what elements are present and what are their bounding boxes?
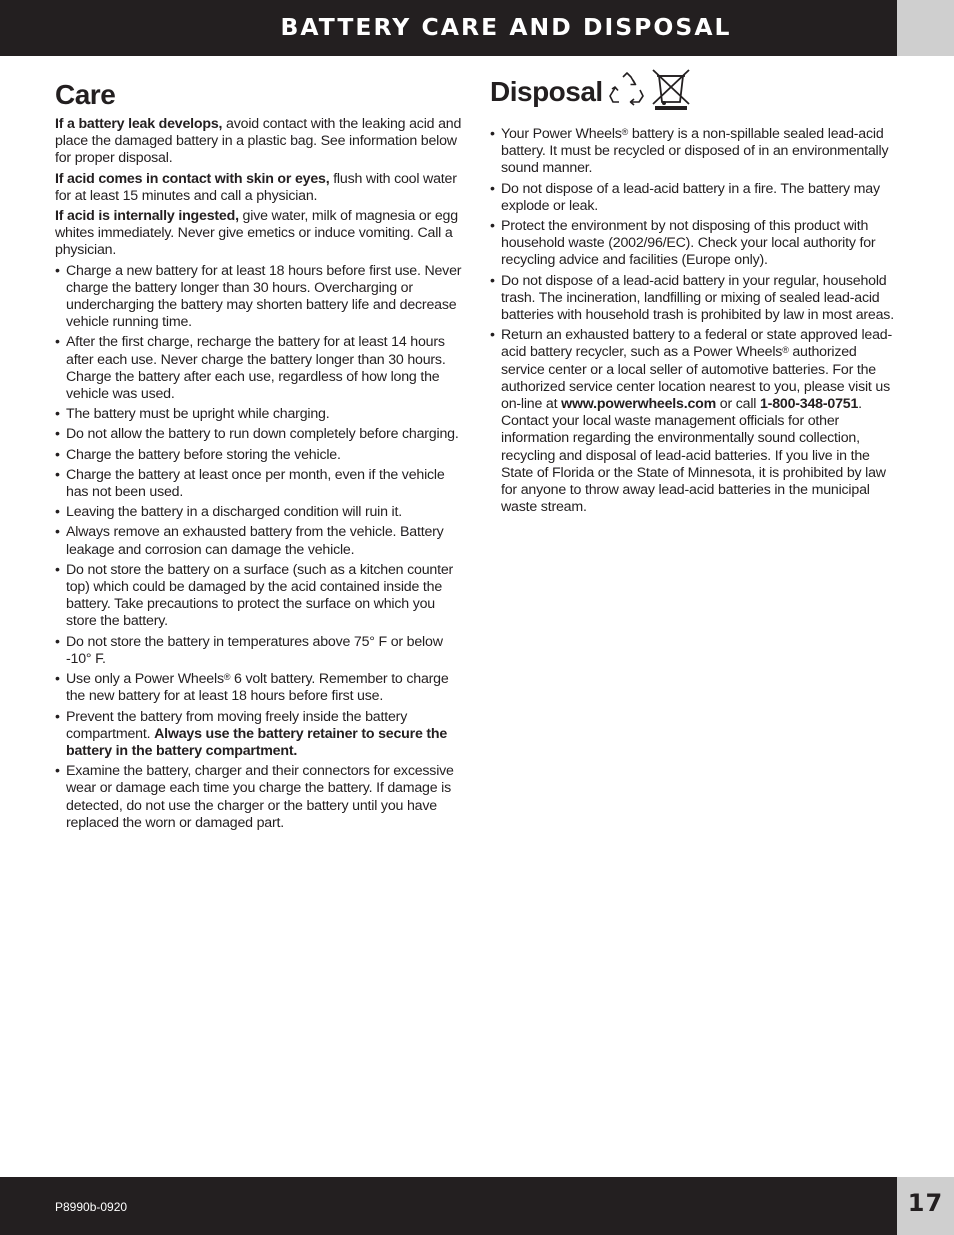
- care-title: Care: [55, 79, 116, 110]
- care-leak-bold: If a battery leak develops,: [55, 116, 223, 132]
- bullet-bold-text: Always use the battery retainer to secure the battery in the battery compartment.: [66, 725, 448, 759]
- bullet-text: Your Power Wheels: [501, 126, 622, 142]
- care-ingest-text: give water, milk of magnesia or egg whites immediately. Never give emetics or induce vomiting. Call a physician.: [55, 208, 458, 259]
- care-leak-text: avoid contact with the leaking acid and place the damaged battery in a plastic bag. See information below for proper disposal.: [55, 116, 462, 167]
- list-item: • Charge the battery before storing the vehicle.: [55, 447, 465, 464]
- bullet-text: Use only a Power Wheels: [66, 671, 224, 688]
- product-code: P8990b-0920: [55, 1200, 128, 1214]
- list-item: [55, 671, 465, 705]
- header-tab: [897, 0, 954, 56]
- crossed-bin-icon: [651, 68, 691, 115]
- care-skin-text: flush with cool water for at least 15 minutes and call a physician.: [55, 170, 457, 204]
- care-skin-para: [55, 171, 465, 205]
- bullet-text: 6 volt battery. Remember to charge the new battery for at least 18 hours before first use.: [66, 671, 449, 705]
- list-item: • Examine the battery, charger and their connectors for excessive wear or damage each time you charge the battery. If damage is detected, do not use the charger or the battery until you have replaced the worn or damaged part.: [55, 763, 465, 832]
- list-item: • Do not store the battery in temperatures above 75° F or below -10° F.: [55, 634, 465, 668]
- bullet-text: battery is a non-spillable sealed lead-acid battery. It must be recycled or disposed of in an environmentally sound manner.: [501, 126, 889, 177]
- bullet-text: . Contact your local waste management officials for other information regarding the environmentally sound collection, recycling and disposal of lead-acid batteries. If you live in the State of Florida or the State of Minnesota, it is prohibited by law for anyone to throw away lead-acid batteries in the municipal waste stream.: [501, 396, 886, 516]
- list-item: • Do not dispose of a lead-acid battery in a fire. The battery may explode or leak.: [490, 181, 902, 215]
- care-leak-para: [55, 116, 465, 168]
- registered-mark: ®: [782, 345, 789, 356]
- list-item: [490, 327, 902, 516]
- list-item: • After the first charge, recharge the battery for at least 14 hours after each use. Never charge the battery longer than 30 hours. Charge the battery after each use, regardless of how long the vehicle was used.: [55, 334, 465, 403]
- disposal-column: [490, 70, 902, 519]
- disposal-title: Disposal: [490, 76, 603, 108]
- list-item: • Protect the environment by not disposing of this product with household waste (2002/96/EC). Check your local authority for recycling advice and facilities (Europe only).: [490, 218, 902, 270]
- care-ingest-para: [55, 208, 465, 260]
- website-link[interactable]: www.powerwheels.com: [561, 396, 717, 413]
- page-header-title: BATTERY CARE AND DISPOSAL: [280, 15, 732, 41]
- disposal-heading-row: [490, 70, 902, 114]
- recycle-icon: [609, 71, 645, 112]
- list-item: [490, 126, 902, 178]
- bullet-text: authorized service center or a local seller of automotive batteries. For the authorized service center location nearest to you, please visit us on-line at: [501, 344, 890, 413]
- list-item: • Do not allow the battery to run down completely before charging.: [55, 426, 465, 443]
- list-item: • Do not store the battery on a surface (such as a kitchen counter top) which could be damaged by the acid contained inside the battery. Take precautions to protect the surface on which you store the battery.: [55, 562, 465, 631]
- care-column: [55, 78, 465, 835]
- disposal-bullet-list: [490, 126, 902, 516]
- bullet-text: or call: [716, 396, 760, 413]
- bullet-text: Prevent the battery from moving freely inside the battery compartment.: [66, 708, 408, 742]
- registered-mark: ®: [223, 672, 231, 683]
- bullet-text: Return an exhausted battery to a federal or state approved lead-acid battery recycler, such as a Power Wheels: [501, 327, 893, 361]
- list-item: • Leaving the battery in a discharged condition will ruin it.: [55, 504, 465, 521]
- page-number: 17: [907, 1189, 944, 1217]
- list-item: • Charge the battery at least once per month, even if the vehicle has not been used.: [55, 467, 465, 501]
- list-item: • Do not dispose of a lead-acid battery in your regular, household trash. The incineration, landfilling or mixing of sealed lead-acid batteries with household trash is prohibited by law in most areas.: [490, 273, 902, 325]
- care-bullet-list: [55, 263, 465, 832]
- care-skin-bold: If acid comes in contact with skin or eyes,: [55, 170, 330, 187]
- phone-number: 1-800-348-0751: [759, 396, 859, 413]
- list-item: • The battery must be upright while charging.: [55, 406, 465, 423]
- registered-mark: ®: [621, 127, 629, 137]
- list-item: [55, 709, 465, 761]
- care-ingest-bold: If acid is internally ingested,: [55, 208, 239, 225]
- list-item: • Charge a new battery for at least 18 hours before first use. Never charge the battery longer than 30 hours. Overcharging or undercharging the battery may shorten battery life and decrease vehicle running time.: [55, 263, 465, 332]
- list-item: • Always remove an exhausted battery from the vehicle. Battery leakage and corrosion can damage the vehicle.: [55, 524, 465, 558]
- footer-bar: [0, 1177, 897, 1235]
